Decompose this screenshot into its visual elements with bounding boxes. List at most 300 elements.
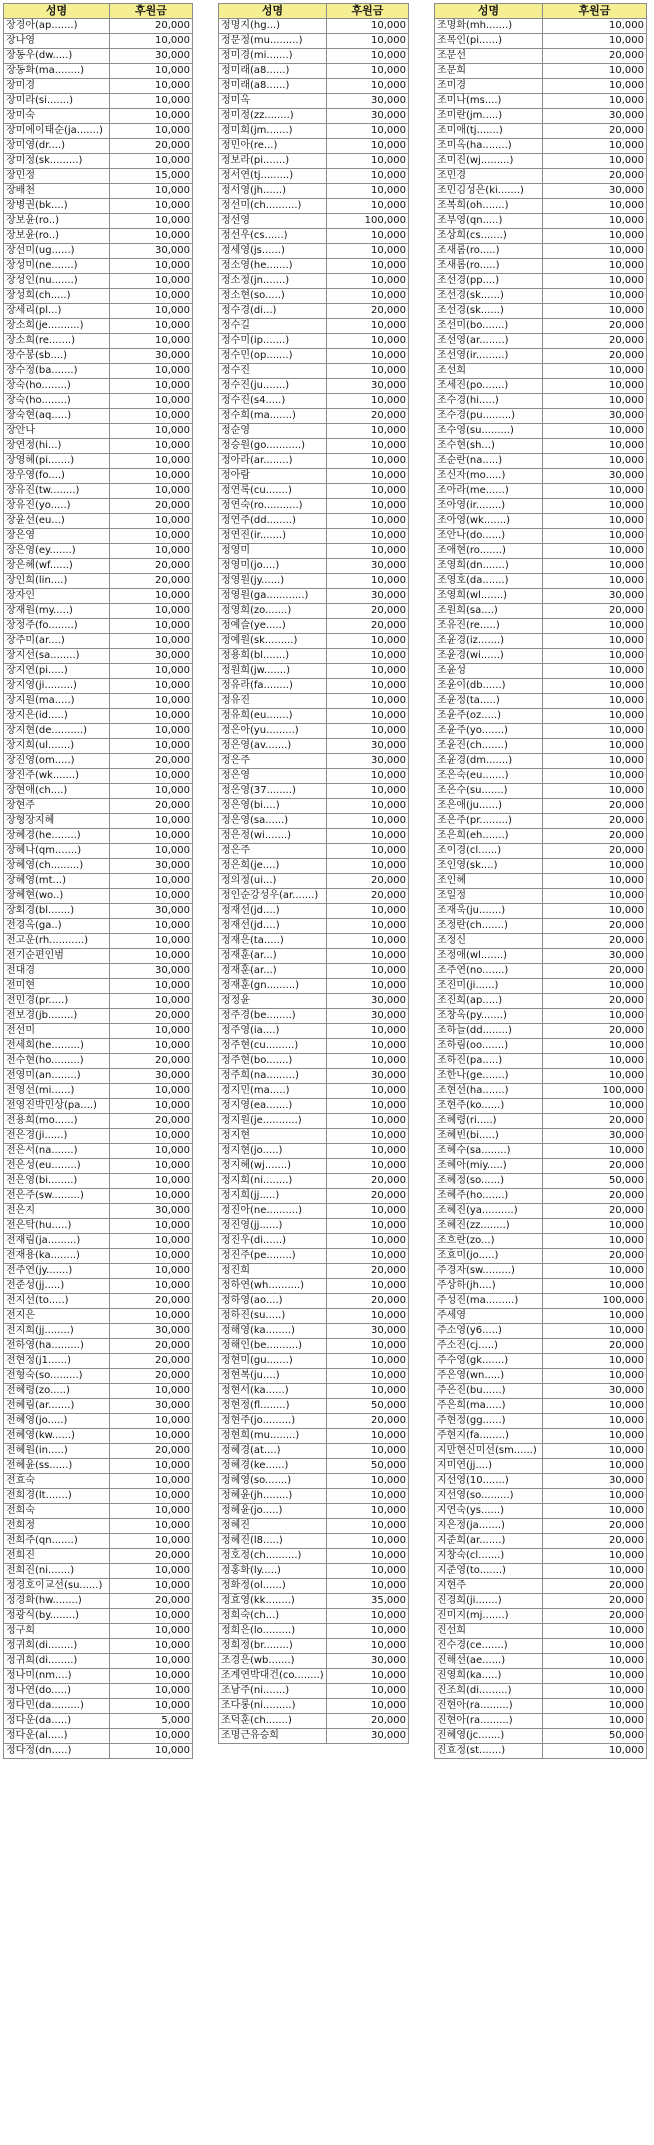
table-row xyxy=(435,1054,647,1069)
donation-amount: 30,000 xyxy=(110,964,193,979)
donation-amount: 10,000 xyxy=(327,529,409,544)
donor-name: 조아라(me......) xyxy=(435,484,543,499)
donation-amount: 20,000 xyxy=(543,844,647,859)
donor-name: 장보윤(ro..) xyxy=(4,214,110,229)
donor-name: 정하영(ao....) xyxy=(219,1294,327,1309)
donation-amount: 10,000 xyxy=(110,1534,193,1549)
donor-name: 전은탁(hu.....) xyxy=(4,1219,110,1234)
donation-amount: 10,000 xyxy=(327,964,409,979)
donation-amount: 10,000 xyxy=(327,259,409,274)
table-row xyxy=(4,229,193,244)
donor-name: 장유진(tw........) xyxy=(4,484,110,499)
donation-amount: 10,000 xyxy=(110,1489,193,1504)
donation-amount: 30,000 xyxy=(543,184,647,199)
donation-amount: 10,000 xyxy=(110,1684,193,1699)
donation-amount: 10,000 xyxy=(543,1309,647,1324)
donation-amount: 10,000 xyxy=(543,1744,647,1759)
table-row xyxy=(435,1084,647,1099)
donor-name: 조문희 xyxy=(435,64,543,79)
donation-amount: 10,000 xyxy=(110,1564,193,1579)
table-row xyxy=(435,1729,647,1744)
table-row xyxy=(4,1684,193,1699)
table-row xyxy=(219,304,409,319)
donor-name: 전대경 xyxy=(4,964,110,979)
donor-name: 장인희(lin....) xyxy=(4,574,110,589)
donation-amount: 10,000 xyxy=(327,1099,409,1114)
donation-amount: 10,000 xyxy=(110,1234,193,1249)
table-row xyxy=(435,1534,647,1549)
donation-amount: 10,000 xyxy=(327,1444,409,1459)
donation-amount: 10,000 xyxy=(110,1414,193,1429)
donor-name: 주수영(gk.......) xyxy=(435,1354,543,1369)
table-row xyxy=(4,499,193,514)
table-row xyxy=(219,394,409,409)
table-row xyxy=(4,769,193,784)
table-row xyxy=(4,184,193,199)
table-row xyxy=(219,1414,409,1429)
table-row xyxy=(435,544,647,559)
table-row xyxy=(435,1159,647,1174)
donation-amount: 10,000 xyxy=(327,499,409,514)
donation-amount: 30,000 xyxy=(327,589,409,604)
table-row xyxy=(4,694,193,709)
table-row xyxy=(219,124,409,139)
table-row xyxy=(4,349,193,364)
donor-name: 조명근유승희 xyxy=(219,1729,327,1744)
donor-name: 장미에이태순(ja.......) xyxy=(4,124,110,139)
donation-amount: 10,000 xyxy=(327,1534,409,1549)
donor-name: 장민정 xyxy=(4,169,110,184)
table-row xyxy=(435,1639,647,1654)
table-row xyxy=(219,1564,409,1579)
donation-amount: 30,000 xyxy=(543,109,647,124)
table-row xyxy=(435,1579,647,1594)
table-row xyxy=(435,259,647,274)
donation-amount: 30,000 xyxy=(327,1654,409,1669)
table-row xyxy=(4,949,193,964)
donor-name: 정지현(jo.....) xyxy=(219,1144,327,1159)
donor-name: 정수경(di...) xyxy=(219,304,327,319)
table-row xyxy=(219,679,409,694)
donation-amount: 10,000 xyxy=(110,34,193,49)
donor-name: 정하연(wh..........) xyxy=(219,1279,327,1294)
table-row xyxy=(219,1069,409,1084)
donor-name: 장안나 xyxy=(4,424,110,439)
donation-amount: 10,000 xyxy=(327,1339,409,1354)
donor-name: 전희정 xyxy=(4,1519,110,1534)
table-row xyxy=(219,829,409,844)
donation-amount: 10,000 xyxy=(110,949,193,964)
table-row xyxy=(435,1039,647,1054)
donor-name: 조명화(mh.......) xyxy=(435,19,543,34)
donor-name: 정은영(37........) xyxy=(219,784,327,799)
donation-amount: 10,000 xyxy=(543,889,647,904)
table-row xyxy=(219,1504,409,1519)
table-row xyxy=(435,1294,647,1309)
donation-amount: 10,000 xyxy=(110,1039,193,1054)
table-row xyxy=(4,1714,193,1729)
donor-name: 정진영(jj......) xyxy=(219,1219,327,1234)
table-row xyxy=(4,19,193,34)
table-row xyxy=(4,754,193,769)
table-row xyxy=(435,394,647,409)
donation-amount: 10,000 xyxy=(110,1669,193,1684)
table-row xyxy=(219,859,409,874)
donor-name: 정미옥 xyxy=(219,94,327,109)
table-row xyxy=(219,1039,409,1054)
table-row xyxy=(4,1564,193,1579)
donation-amount: 100,000 xyxy=(543,1294,647,1309)
donation-amount: 20,000 xyxy=(110,559,193,574)
donation-amount: 20,000 xyxy=(543,934,647,949)
donor-name: 정주현(bo.......) xyxy=(219,1054,327,1069)
donation-amount: 20,000 xyxy=(543,1204,647,1219)
table-row xyxy=(435,274,647,289)
donor-name: 지준희(ar.......) xyxy=(435,1534,543,1549)
donor-name: 조선경(pp....) xyxy=(435,274,543,289)
donor-name: 조혜령(ri.....) xyxy=(435,1114,543,1129)
donation-amount: 10,000 xyxy=(110,1384,193,1399)
table-row xyxy=(219,1219,409,1234)
table-row xyxy=(435,1174,647,1189)
donor-name: 주은희(ma.....) xyxy=(435,1399,543,1414)
donor-name: 정다운(da.....) xyxy=(4,1714,110,1729)
donor-name: 전세희(he.........) xyxy=(4,1039,110,1054)
donor-name: 조신자(mo.....) xyxy=(435,469,543,484)
table-row xyxy=(219,79,409,94)
donation-amount: 10,000 xyxy=(327,349,409,364)
table-row xyxy=(219,1324,409,1339)
table-row xyxy=(219,1369,409,1384)
donor-name: 전은영(bi........) xyxy=(4,1174,110,1189)
donation-amount: 20,000 xyxy=(327,604,409,619)
table-row xyxy=(4,574,193,589)
table-row xyxy=(219,169,409,184)
donor-name: 주세영 xyxy=(435,1309,543,1324)
column-header-name: 성명 xyxy=(4,4,110,19)
table-row xyxy=(435,1399,647,1414)
donation-amount: 10,000 xyxy=(327,424,409,439)
table-row xyxy=(4,709,193,724)
donation-amount: 10,000 xyxy=(110,259,193,274)
donation-amount: 10,000 xyxy=(327,769,409,784)
donation-amount: 10,000 xyxy=(110,454,193,469)
donor-name: 전희진 xyxy=(4,1549,110,1564)
donor-name: 정은영 xyxy=(219,769,327,784)
donation-amount: 20,000 xyxy=(327,874,409,889)
donation-amount: 10,000 xyxy=(327,274,409,289)
table-row xyxy=(435,1489,647,1504)
donor-name: 정원희(jw.......) xyxy=(219,664,327,679)
table-row xyxy=(219,559,409,574)
donor-name: 전선미 xyxy=(4,1024,110,1039)
table-row xyxy=(219,1114,409,1129)
table-row xyxy=(4,1639,193,1654)
donation-amount: 20,000 xyxy=(543,1594,647,1609)
donation-amount: 10,000 xyxy=(110,1144,193,1159)
table-row xyxy=(4,664,193,679)
donation-amount: 10,000 xyxy=(327,1609,409,1624)
donor-name: 정지원(je...........) xyxy=(219,1114,327,1129)
donor-name: 진영희(ka.....) xyxy=(435,1669,543,1684)
donor-name: 조윤경(wi......) xyxy=(435,649,543,664)
donation-amount: 10,000 xyxy=(543,1429,647,1444)
donation-amount: 10,000 xyxy=(543,274,647,289)
donation-amount: 10,000 xyxy=(110,934,193,949)
donation-amount: 10,000 xyxy=(543,979,647,994)
donor-name: 정호정(ch..........) xyxy=(219,1549,327,1564)
donor-name: 주은진(bu......) xyxy=(435,1384,543,1399)
donation-amount: 35,000 xyxy=(327,1594,409,1609)
donation-amount: 10,000 xyxy=(110,1159,193,1174)
donor-name: 정영희(zo.......) xyxy=(219,604,327,619)
donor-name: 정지민(ma.....) xyxy=(219,1084,327,1099)
table-row xyxy=(435,349,647,364)
table-row xyxy=(4,1114,193,1129)
donor-name: 장숙현(aq.....) xyxy=(4,409,110,424)
donation-amount: 30,000 xyxy=(543,1384,647,1399)
table-row xyxy=(435,1354,647,1369)
donor-name: 정재선(jd....) xyxy=(219,904,327,919)
donation-amount: 10,000 xyxy=(327,1489,409,1504)
table-row xyxy=(219,64,409,79)
donation-amount: 10,000 xyxy=(110,1099,193,1114)
table-row xyxy=(219,649,409,664)
table-row xyxy=(219,109,409,124)
donation-amount: 10,000 xyxy=(327,634,409,649)
table-row xyxy=(435,1549,647,1564)
donation-amount: 10,000 xyxy=(327,649,409,664)
donation-amount: 30,000 xyxy=(327,1069,409,1084)
donor-name: 정수미(ip.......) xyxy=(219,334,327,349)
donation-amount: 10,000 xyxy=(110,439,193,454)
donation-amount: 10,000 xyxy=(327,814,409,829)
donation-amount: 30,000 xyxy=(543,1474,647,1489)
table-header-row xyxy=(435,4,647,19)
donation-amount: 20,000 xyxy=(543,829,647,844)
donation-amount: 20,000 xyxy=(327,409,409,424)
table-row xyxy=(4,1744,193,1759)
table-row xyxy=(435,1429,647,1444)
donation-amount: 5,000 xyxy=(110,1714,193,1729)
donation-amount: 10,000 xyxy=(110,79,193,94)
donation-amount: 10,000 xyxy=(327,1024,409,1039)
donation-amount: 10,000 xyxy=(543,1234,647,1249)
donation-amount: 30,000 xyxy=(110,349,193,364)
donor-name: 장세리(pl...) xyxy=(4,304,110,319)
donor-name: 조경은(wb.......) xyxy=(219,1654,327,1669)
donor-name: 장연정(hi...) xyxy=(4,439,110,454)
donation-amount: 10,000 xyxy=(543,154,647,169)
table-row xyxy=(219,289,409,304)
donation-amount: 10,000 xyxy=(110,769,193,784)
donation-amount: 10,000 xyxy=(110,1504,193,1519)
donor-name: 전혜원(in.....) xyxy=(4,1444,110,1459)
donor-name: 정영미(jo....) xyxy=(219,559,327,574)
donation-amount: 10,000 xyxy=(543,214,647,229)
donor-name: 전민경(pr.....) xyxy=(4,994,110,1009)
donation-amount: 10,000 xyxy=(110,1264,193,1279)
table-row xyxy=(219,139,409,154)
table-row xyxy=(219,574,409,589)
donation-amount: 10,000 xyxy=(327,979,409,994)
table-row xyxy=(435,139,647,154)
table-row xyxy=(219,1729,409,1744)
donation-amount: 30,000 xyxy=(543,469,647,484)
donor-name: 조미나(ms....) xyxy=(435,94,543,109)
donation-amount: 10,000 xyxy=(543,1069,647,1084)
donation-amount: 10,000 xyxy=(327,1384,409,1399)
donor-name: 주경자(sw.........) xyxy=(435,1264,543,1279)
table-row xyxy=(435,79,647,94)
table-row xyxy=(4,1459,193,1474)
donor-name: 정재선(jd....) xyxy=(219,919,327,934)
donor-name: 정예원(sk.........) xyxy=(219,634,327,649)
donation-amount: 10,000 xyxy=(327,154,409,169)
donation-amount: 10,000 xyxy=(110,109,193,124)
table-row xyxy=(219,1264,409,1279)
donation-amount: 20,000 xyxy=(543,1609,647,1624)
donor-name: 조재욱(ju.......) xyxy=(435,904,543,919)
table-row xyxy=(219,1099,409,1114)
donor-name: 장경아(ap.......) xyxy=(4,19,110,34)
donation-amount: 50,000 xyxy=(327,1459,409,1474)
donation-amount: 10,000 xyxy=(543,394,647,409)
donor-name: 조수현(sh...) xyxy=(435,439,543,454)
donation-amount: 10,000 xyxy=(110,634,193,649)
table-row xyxy=(435,409,647,424)
donor-name: 정진주(pe........) xyxy=(219,1249,327,1264)
column-header-name: 성명 xyxy=(435,4,543,19)
donor-name: 장소희(je..........) xyxy=(4,319,110,334)
donor-name: 조목인(pi......) xyxy=(435,34,543,49)
table-row xyxy=(219,634,409,649)
donation-amount: 10,000 xyxy=(327,664,409,679)
donor-name: 지준영(to.......) xyxy=(435,1564,543,1579)
donation-amount: 10,000 xyxy=(110,214,193,229)
donation-amount: 10,000 xyxy=(327,709,409,724)
donor-name: 전혜영(kw......) xyxy=(4,1429,110,1444)
donor-name: 정혜영(so.......) xyxy=(219,1474,327,1489)
donor-name: 전용희(mo......) xyxy=(4,1114,110,1129)
donor-name: 장주미(ar....) xyxy=(4,634,110,649)
table-row xyxy=(435,454,647,469)
donation-amount: 20,000 xyxy=(327,1414,409,1429)
table-row xyxy=(219,1489,409,1504)
table-row xyxy=(4,1264,193,1279)
table-row xyxy=(219,919,409,934)
donor-name: 조민경 xyxy=(435,169,543,184)
donation-amount: 10,000 xyxy=(110,304,193,319)
table-row xyxy=(4,304,193,319)
donation-amount: 10,000 xyxy=(543,244,647,259)
table-row xyxy=(435,1309,647,1324)
table-row xyxy=(4,1069,193,1084)
table-row xyxy=(219,229,409,244)
donor-name: 조효미(jo.....) xyxy=(435,1249,543,1264)
donation-amount: 10,000 xyxy=(543,619,647,634)
donor-name: 조윤경(iz.......) xyxy=(435,634,543,649)
donor-name: 지창숙(cl.......) xyxy=(435,1549,543,1564)
table-row xyxy=(219,1159,409,1174)
donation-amount: 10,000 xyxy=(327,34,409,49)
donation-amount: 10,000 xyxy=(110,1654,193,1669)
donor-name: 정나연(do.....) xyxy=(4,1684,110,1699)
donation-amount: 10,000 xyxy=(327,1309,409,1324)
donation-amount: 20,000 xyxy=(543,1534,647,1549)
table-row xyxy=(435,589,647,604)
donation-amount: 10,000 xyxy=(543,364,647,379)
donor-name: 정현복(ju....) xyxy=(219,1369,327,1384)
donor-name: 정아람 xyxy=(219,469,327,484)
table-row xyxy=(435,1129,647,1144)
donation-amount: 10,000 xyxy=(543,1459,647,1474)
donor-name: 조수경(hi.....) xyxy=(435,394,543,409)
donor-name: 주상하(jh....) xyxy=(435,1279,543,1294)
donor-name: 지만현신미선(sm......) xyxy=(435,1444,543,1459)
donor-name: 정지영(ea.......) xyxy=(219,1099,327,1114)
donation-amount: 10,000 xyxy=(543,1699,647,1714)
donation-amount: 10,000 xyxy=(543,1144,647,1159)
donation-amount: 30,000 xyxy=(110,904,193,919)
table-row xyxy=(435,1369,647,1384)
table-row xyxy=(435,499,647,514)
donation-amount: 10,000 xyxy=(327,859,409,874)
donation-amount: 10,000 xyxy=(543,784,647,799)
table-row xyxy=(435,559,647,574)
donation-amount: 10,000 xyxy=(327,1219,409,1234)
table-row xyxy=(4,1054,193,1069)
donation-amount: 10,000 xyxy=(110,604,193,619)
donor-name: 조인영(sk....) xyxy=(435,859,543,874)
table-row xyxy=(219,604,409,619)
table-row xyxy=(4,424,193,439)
donation-amount: 10,000 xyxy=(327,1519,409,1534)
donation-amount: 10,000 xyxy=(110,379,193,394)
donation-amount: 10,000 xyxy=(543,1564,647,1579)
donor-name: 정혜윤(jh........) xyxy=(219,1489,327,1504)
table-row xyxy=(219,589,409,604)
donation-amount: 10,000 xyxy=(110,274,193,289)
donor-name: 조안나(do......) xyxy=(435,529,543,544)
donation-amount: 30,000 xyxy=(110,859,193,874)
table-row xyxy=(435,424,647,439)
donation-amount: 10,000 xyxy=(543,1219,647,1234)
donation-amount: 30,000 xyxy=(327,1324,409,1339)
table-row xyxy=(435,319,647,334)
donor-name: 장소희(re.......) xyxy=(4,334,110,349)
table-row xyxy=(219,1279,409,1294)
donor-name: 장지희(ul.......) xyxy=(4,739,110,754)
table-row xyxy=(219,1399,409,1414)
donation-amount: 30,000 xyxy=(327,754,409,769)
donation-amount: 10,000 xyxy=(110,124,193,139)
table-row xyxy=(219,1204,409,1219)
donor-name: 전은성(eu........) xyxy=(4,1159,110,1174)
table-row xyxy=(435,1714,647,1729)
donor-name: 조정란(ch.......) xyxy=(435,919,543,934)
table-row xyxy=(435,604,647,619)
table-row xyxy=(435,814,647,829)
donor-name: 조선경(sk......) xyxy=(435,304,543,319)
table-row xyxy=(4,1414,193,1429)
donation-amount: 10,000 xyxy=(110,199,193,214)
donation-amount: 10,000 xyxy=(543,1414,647,1429)
donor-name: 정미경(mi.......) xyxy=(219,49,327,64)
donation-amount: 10,000 xyxy=(327,844,409,859)
donation-amount: 10,000 xyxy=(327,79,409,94)
donation-amount: 10,000 xyxy=(327,1579,409,1594)
